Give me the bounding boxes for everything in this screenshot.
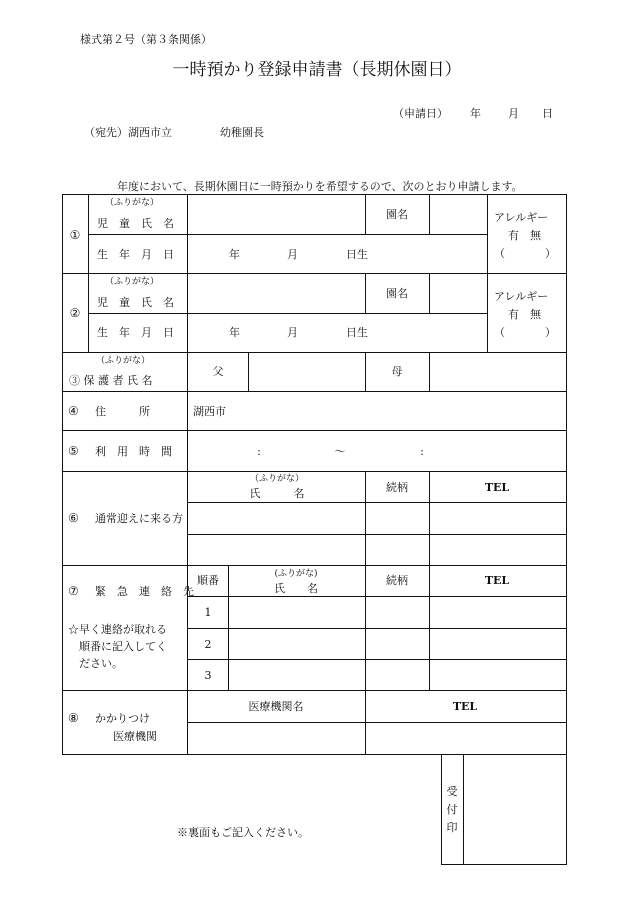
child1-allergy-label: アレルギー <box>494 211 549 224</box>
usage-time-label: 利 用 時 間 <box>95 445 172 458</box>
guardian-furigana-label: （ふりがな） <box>96 356 151 366</box>
child1-allergy-paren-close: ） <box>545 247 556 260</box>
child1-number: ① <box>69 228 81 242</box>
emergency-name-input-1[interactable] <box>230 598 363 626</box>
pickup-name-input-2[interactable] <box>189 536 363 563</box>
emergency-label: 緊 急 連 絡 先 <box>95 585 194 598</box>
medical-tel-input[interactable] <box>367 724 564 752</box>
child1-name-input[interactable] <box>189 196 363 232</box>
emergency-relation-header: 続柄 <box>386 574 408 587</box>
stamp-box[interactable] <box>465 756 564 862</box>
pickup-number: ⑥ <box>68 511 79 525</box>
emergency-note-line2: 順番に記入してく <box>79 640 167 653</box>
child2-number: ② <box>69 306 81 320</box>
start-time-colon[interactable]: : <box>257 445 261 458</box>
addressee-prefix: （宛先）湖西市立 <box>84 126 172 139</box>
page-title: 一時預かり登録申請書（長期休園日） <box>172 60 462 80</box>
child1-birth-month[interactable]: 月 <box>287 248 298 261</box>
addressee-suffix: 幼稚園長 <box>220 126 264 139</box>
emergency-row-2-number: 2 <box>204 638 212 651</box>
pickup-furigana-label: （ふりがな） <box>249 474 305 484</box>
child1-allergy-yesno[interactable]: 有 無 <box>508 229 541 242</box>
stamp-char-1: 受 <box>446 785 458 798</box>
child2-name-label: 児 童 氏 名 <box>97 296 174 309</box>
child2-name-input[interactable] <box>189 275 363 311</box>
child1-kindergarten-label: 園名 <box>386 208 408 221</box>
footer-note: ※裏面もご記入ください。 <box>177 826 309 839</box>
child2-furigana-label: （ふりがな） <box>105 277 160 287</box>
father-label: 父 <box>212 365 224 378</box>
child1-name-label: 児 童 氏 名 <box>97 217 174 230</box>
guardian-label: ③ 保 護 者 氏 名 <box>69 374 153 387</box>
medical-facility-header: 医療機関名 <box>248 700 304 713</box>
pickup-tel-header: TEL <box>484 481 510 494</box>
application-day-field[interactable]: 日 <box>542 107 553 120</box>
pickup-label: 通常迎えに来る方 <box>95 512 183 525</box>
child1-birth-day[interactable]: 日生 <box>346 248 368 261</box>
usage-time-number: ⑤ <box>68 444 79 458</box>
child1-birth-label: 生 年 月 日 <box>97 248 174 261</box>
emergency-note-line3: ださい。 <box>79 657 123 670</box>
child2-allergy-yesno[interactable]: 有 無 <box>508 308 541 321</box>
pickup-name-header: 氏 名 <box>249 487 305 500</box>
medical-number: ⑧ <box>68 711 79 725</box>
address-label: 住 所 <box>95 405 150 418</box>
application-month-field[interactable]: 月 <box>508 107 519 120</box>
child2-birth-month[interactable]: 月 <box>287 326 298 339</box>
emergency-note-line1: ☆早く連絡が取れる <box>68 623 167 636</box>
pickup-relation-header: 続柄 <box>386 481 408 494</box>
child2-allergy-label: アレルギー <box>494 290 549 303</box>
application-date-label: （申請日） <box>393 107 448 120</box>
medical-tel-header: TEL <box>452 700 478 713</box>
time-range-tilde: ～ <box>334 445 346 458</box>
child2-allergy-paren-open: （ <box>494 326 505 339</box>
child1-kindergarten-input[interactable] <box>431 196 485 232</box>
mother-label: 母 <box>391 365 403 378</box>
emergency-name-header: 氏 名 <box>274 582 318 595</box>
emergency-row-1-number: 1 <box>204 606 212 619</box>
child2-kindergarten-label: 園名 <box>386 287 408 300</box>
medical-facility-input[interactable] <box>189 724 363 752</box>
address-number: ④ <box>68 404 79 418</box>
emergency-number: ⑦ <box>68 584 79 598</box>
medical-label-line2: 医療機関 <box>113 730 157 743</box>
stamp-char-3: 印 <box>446 821 458 834</box>
child2-birth-label: 生 年 月 日 <box>97 326 174 339</box>
child1-allergy-paren-open: （ <box>494 247 505 260</box>
form-number: 様式第２号（第３条関係） <box>80 33 212 46</box>
emergency-furigana-label: (ふりがな) <box>274 569 318 579</box>
child2-allergy-paren-close: ） <box>545 326 556 339</box>
child1-birth-year[interactable]: 年 <box>229 248 240 261</box>
mother-name-input[interactable] <box>431 354 564 390</box>
emergency-name-input-3[interactable] <box>230 661 363 688</box>
medical-label-line1: かかりつけ <box>95 712 150 725</box>
emergency-tel-header: TEL <box>484 574 510 587</box>
child2-birth-year[interactable]: 年 <box>229 326 240 339</box>
stamp-char-2: 付 <box>446 803 458 816</box>
address-input[interactable]: 湖西市 <box>193 405 226 418</box>
child2-birth-day[interactable]: 日生 <box>346 326 368 339</box>
emergency-name-input-2[interactable] <box>230 630 363 657</box>
emergency-row-3-number: 3 <box>204 669 212 682</box>
intro-text: 年度において、長期休園日に一時預かりを希望するので、次のとおり申請します。 <box>117 180 523 193</box>
emergency-order-header: 順番 <box>197 574 219 587</box>
pickup-name-input-1[interactable] <box>189 504 363 532</box>
child1-furigana-label: （ふりがな） <box>105 198 160 208</box>
application-year-field[interactable]: 年 <box>470 107 481 120</box>
father-name-input[interactable] <box>250 354 363 390</box>
child2-kindergarten-input[interactable] <box>431 275 485 311</box>
end-time-colon[interactable]: : <box>420 445 424 458</box>
